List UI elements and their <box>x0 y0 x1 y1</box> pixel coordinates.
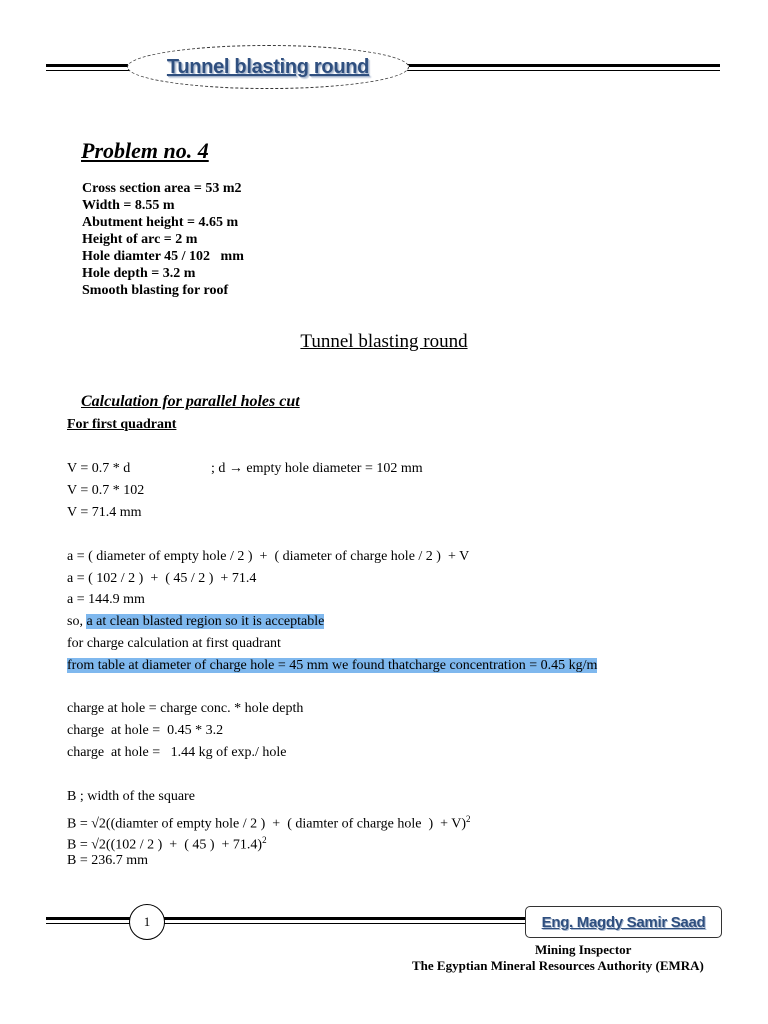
table-line <box>67 655 597 677</box>
footer-rule-left-thin <box>46 923 131 924</box>
header-rule-right-thin <box>402 70 720 71</box>
b-line-4: B = 236.7 mm <box>67 853 149 868</box>
spec-hole-diameter: Hole diamter 45 / 102 mm <box>82 249 244 264</box>
author-name: Eng. Magdy Samir Saad <box>541 913 706 931</box>
page-number: 1 <box>129 904 165 940</box>
a-line-3: a = 144.9 mm <box>67 592 145 607</box>
v-line-1 <box>67 458 130 480</box>
v-formula: V = 0.7 * d <box>67 461 131 476</box>
spec-width: Width = 8.55 m <box>82 198 175 213</box>
charge-calc-line: for charge calculation at first quadrant <box>67 636 281 651</box>
charge-line-2: charge at hole = 0.45 * 3.2 <box>67 723 224 738</box>
calc-title: Calculation for parallel holes cut <box>81 393 300 410</box>
v-line-1-note: ; d → empty hole diameter = 102 mm <box>211 461 423 476</box>
header-rule-right <box>402 64 720 67</box>
header-banner-title: Tunnel blasting round <box>166 55 370 78</box>
a-line-2: a = ( 102 / 2 ) + ( 45 / 2 ) + 71.4 <box>67 571 257 586</box>
footer-role: Mining Inspector <box>535 942 632 957</box>
spec-abutment-height: Abutment height = 4.65 m <box>82 215 239 230</box>
footer-rule-left <box>46 917 131 920</box>
b-line-3: B = √2((102 / 2 ) + ( 45 ) + 71.4)$^2$ <box>67 835 267 853</box>
spec-hole-depth: Hole depth = 3.2 m <box>82 266 196 281</box>
highlight-charge-concentration: from table at diameter of charge hole = 45 mm we found thatcharge concentration = 0.45 kg/m <box>67 658 598 673</box>
footer-organization: The Egyptian Mineral Resources Authority (EMRA) <box>412 958 704 973</box>
so-line: so, a at clean blasted region so it is acceptable <box>67 614 325 629</box>
charge-line-3: charge at hole = 1.44 kg of exp./ hole <box>67 745 287 760</box>
section-title: Tunnel blasting round <box>300 331 468 352</box>
arrow-right-icon: → <box>228 461 243 476</box>
highlight-acceptable: a at clean blasted region so it is acceptable <box>86 614 325 629</box>
b-line-2: B = √2((diamter of empty hole / 2 ) + ( diamter of charge hole ) + V)$^2$ <box>67 814 471 832</box>
header-rule-left <box>46 64 132 67</box>
b-line-1: B ; width of the square <box>67 789 195 804</box>
problem-title: Problem no. 4 <box>81 138 209 163</box>
problem-specs <box>82 180 244 299</box>
header-rule-left-thin <box>46 70 132 71</box>
author-box <box>525 906 722 938</box>
a-line-1: a = ( diameter of empty hole / 2 ) + ( diameter of charge hole / 2 ) + V <box>67 549 470 564</box>
footer-rule-middle-thin <box>163 923 527 924</box>
v-line-3: V = 71.4 mm <box>67 505 142 520</box>
v-line-2: V = 0.7 * 102 <box>67 483 145 498</box>
spec-cross-section: Cross section area = 53 m2 <box>82 181 242 196</box>
charge-line-1: charge at hole = charge conc. * hole depth <box>67 701 304 716</box>
spec-arc-height: Height of arc = 2 m <box>82 232 198 247</box>
footer-rule-middle <box>163 917 527 920</box>
header-banner <box>127 45 409 89</box>
spec-smooth-blasting: Smooth blasting for roof <box>82 283 229 298</box>
quadrant-title: For first quadrant <box>67 417 177 432</box>
